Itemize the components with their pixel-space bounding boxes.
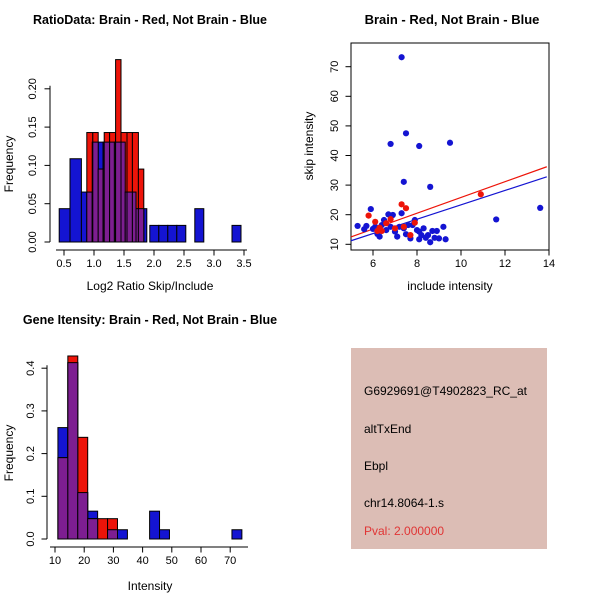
svg-text:12: 12: [498, 258, 512, 270]
svg-text:include intensity: include intensity: [407, 279, 493, 293]
svg-text:40: 40: [136, 555, 149, 567]
svg-text:2.5: 2.5: [176, 258, 192, 270]
svg-text:0.00: 0.00: [27, 231, 39, 253]
svg-text:1.0: 1.0: [86, 258, 102, 270]
svg-text:3.5: 3.5: [236, 258, 252, 270]
gene-info-panel: [300, 300, 600, 600]
svg-text:Frequency: Frequency: [2, 424, 16, 482]
probe-id-text: G6929691@T4902823_RC_at: [364, 384, 527, 398]
svg-text:20: 20: [329, 208, 341, 221]
svg-text:0.05: 0.05: [27, 192, 39, 215]
svg-text:skip intensity: skip intensity: [302, 111, 316, 181]
svg-text:50: 50: [165, 555, 178, 567]
svg-text:70: 70: [224, 555, 237, 567]
svg-text:8: 8: [413, 258, 421, 270]
svg-text:1.5: 1.5: [116, 258, 132, 270]
gene-info-box: [351, 348, 547, 549]
svg-text:10: 10: [454, 258, 468, 270]
gene-symbol-text: Ebpl: [364, 459, 389, 473]
splice-type-text: altTxEnd: [364, 422, 412, 436]
ratio-histogram-chart: [0, 0, 300, 300]
locus-text: chr14.8064-1.s: [364, 496, 445, 510]
svg-text:Intensity: Intensity: [127, 579, 173, 593]
svg-text:60: 60: [329, 90, 341, 103]
svg-text:10: 10: [329, 238, 341, 251]
svg-text:6: 6: [369, 258, 377, 270]
svg-text:30: 30: [107, 555, 120, 567]
ratio-histogram-panel: [0, 0, 300, 300]
intensity-scatter-chart: [300, 0, 600, 300]
svg-text:20: 20: [78, 555, 91, 567]
svg-text:Gene Itensity: Brain - Red, No: Gene Itensity: Brain - Red, Not Brain - Blue: [22, 313, 278, 327]
svg-text:0.3: 0.3: [25, 403, 37, 419]
svg-text:10: 10: [48, 555, 62, 567]
gene-intensity-histogram-panel: [0, 300, 300, 600]
svg-text:0.2: 0.2: [25, 445, 37, 462]
svg-text:70: 70: [329, 60, 341, 73]
svg-text:50: 50: [329, 119, 341, 133]
svg-text:0.1: 0.1: [25, 488, 37, 504]
gene-intensity-histogram-chart: [0, 300, 300, 600]
svg-text:60: 60: [194, 555, 208, 567]
svg-text:0.15: 0.15: [27, 116, 40, 138]
svg-text:0.4: 0.4: [25, 360, 37, 376]
intensity-scatter-panel: [300, 0, 600, 300]
svg-text:40: 40: [329, 149, 341, 162]
pval-text: Pval: 2.000000: [364, 524, 445, 538]
svg-text:14: 14: [542, 258, 556, 270]
svg-text:0.10: 0.10: [27, 154, 39, 177]
svg-text:0.0: 0.0: [25, 531, 37, 547]
svg-text:2.0: 2.0: [146, 258, 162, 270]
svg-text:0.5: 0.5: [56, 258, 72, 270]
svg-text:Log2 Ratio Skip/Include: Log2 Ratio Skip/Include: [86, 279, 214, 293]
svg-text:3.0: 3.0: [206, 258, 222, 270]
svg-text:0.20: 0.20: [27, 78, 39, 100]
svg-text:30: 30: [329, 178, 341, 192]
svg-text:Frequency: Frequency: [2, 135, 16, 193]
svg-text:Brain - Red, Not Brain - Blue: Brain - Red, Not Brain - Blue: [364, 12, 540, 27]
svg-text:RatioData: Brain - Red, Not Br: RatioData: Brain - Red, Not Brain - Blue: [32, 13, 268, 27]
